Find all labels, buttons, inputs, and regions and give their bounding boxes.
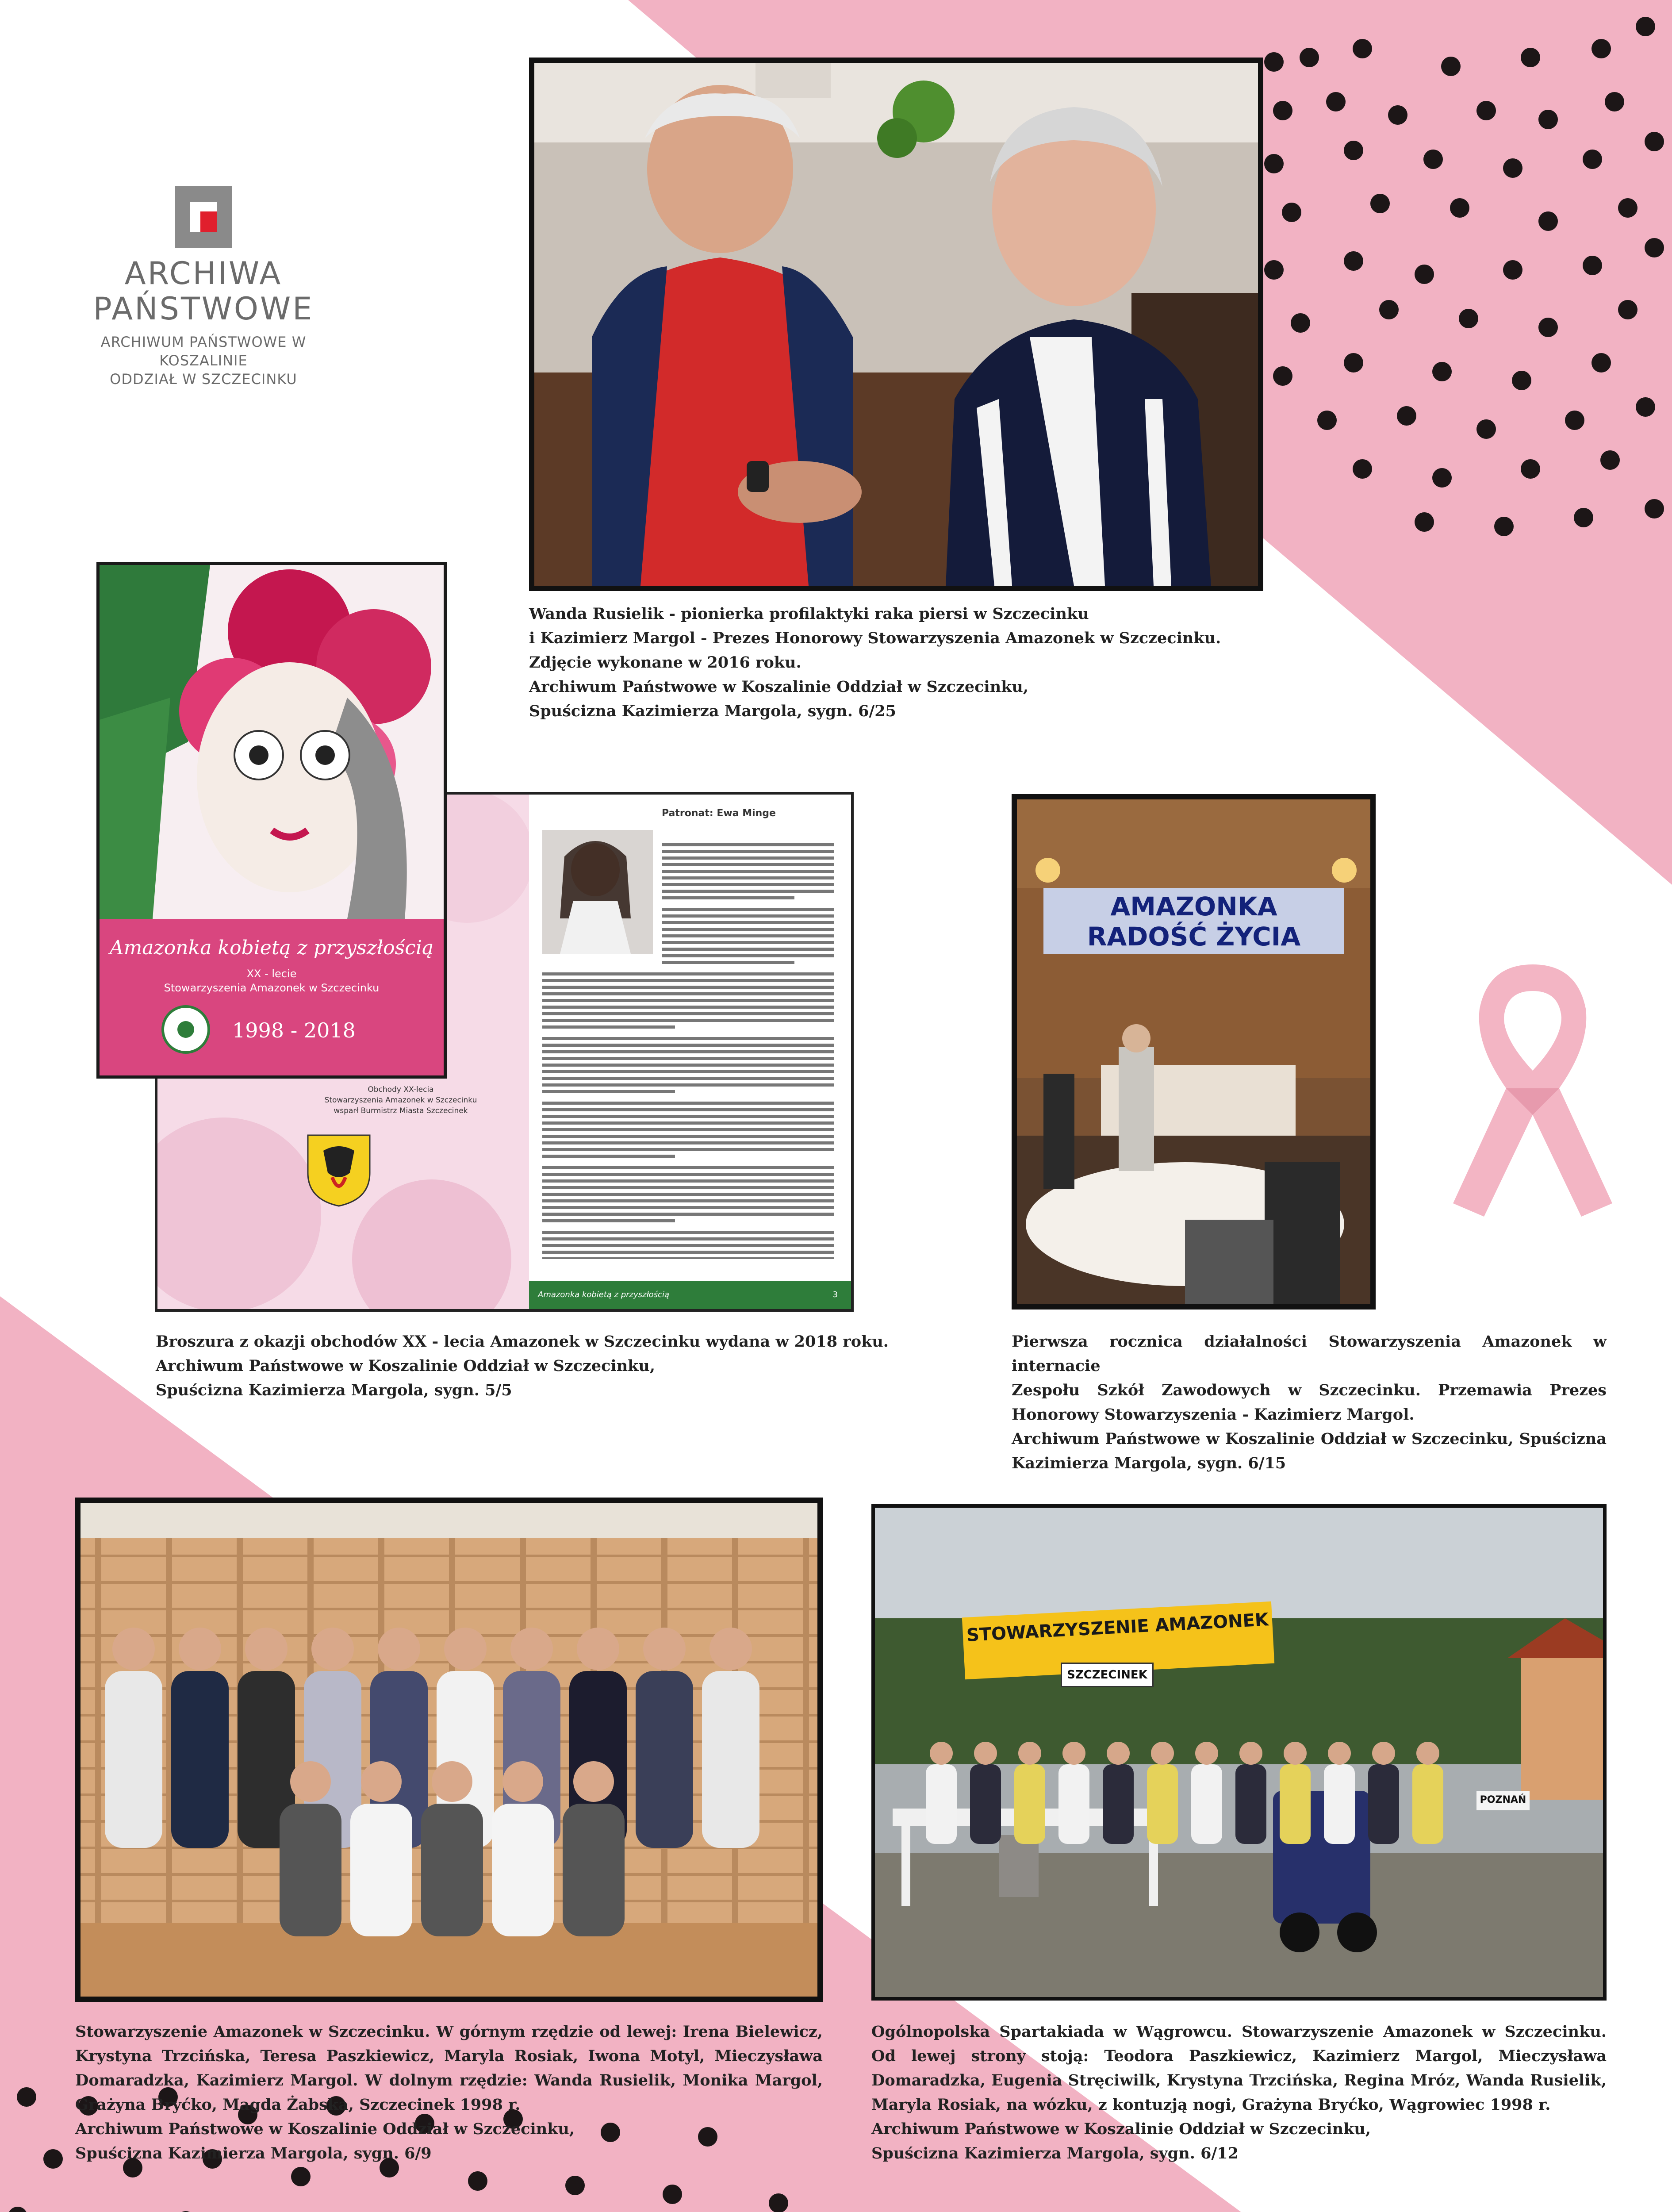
photo-banner-szczecinek (1061, 1663, 1154, 1687)
text-line-placeholder (662, 890, 834, 893)
polka-dot (1441, 57, 1461, 76)
text-line-placeholder (542, 1012, 834, 1015)
polka-dot (1264, 154, 1284, 173)
polka-dot (1636, 17, 1655, 36)
text-line-placeholder (662, 914, 834, 918)
polka-dot (291, 2167, 311, 2186)
banner-line-1: AMAZONKA (1110, 891, 1277, 922)
brochure-cover-illustration (100, 565, 444, 919)
polka-dot (1605, 92, 1624, 111)
text-line-placeholder (542, 1155, 675, 1158)
polka-dot (1459, 309, 1478, 328)
caption-spartakiada-wagrowiec (871, 2020, 1607, 2166)
brochure-right-footer-text: Amazonka kobietą z przyszłością (538, 1290, 670, 1299)
caption-line: Stowarzyszenie Amazonek w Szczecinku. W górnym rzędzie od lewej: Irena Bielewicz, (75, 2023, 823, 2041)
szczecinek-coat-of-arms-icon (306, 1133, 372, 1210)
polka-dot (1521, 459, 1540, 479)
caption-line: Domaradzka, Kazimierz Margol. W dolnym rzędzie: Wanda Rusielik, Monika Margol, (75, 2071, 823, 2089)
person-head (643, 1628, 686, 1670)
caption-line: Archiwum Państwowe w Koszalinie Oddział w Szczecinku, (75, 2120, 575, 2138)
caption-line: Grażyna Bryćko, Magda Żabska, Szczecinek 1998 r. (75, 2096, 521, 2114)
person-head (930, 1742, 953, 1765)
caption-line: Spuścizna Kazimierza Margola, sygn. 5/5 (156, 1381, 512, 1399)
person (926, 1764, 957, 1844)
caption-line: Broszura z okazji obchodów XX - lecia Amazonek w Szczecinku wydana w 2018 roku. (156, 1333, 889, 1351)
person-head (1328, 1742, 1351, 1765)
text-line-placeholder (662, 876, 834, 879)
archive-logo-icon (175, 186, 232, 248)
person-head (573, 1761, 614, 1802)
person-head (1018, 1742, 1041, 1765)
person-head (1416, 1742, 1439, 1765)
person-head (1151, 1742, 1174, 1765)
text-line-placeholder (662, 843, 834, 846)
person (1014, 1764, 1045, 1844)
person-front-row (350, 1804, 412, 1936)
polka-dot (1476, 419, 1496, 439)
polka-dot (1273, 366, 1292, 386)
logo-line-department: ODDZIAŁ W SZCZECINKU (110, 371, 297, 388)
text-line-placeholder (542, 1237, 834, 1240)
polka-dot (1432, 468, 1452, 488)
text-line-placeholder (662, 863, 834, 866)
person-head (444, 1628, 487, 1670)
polka-dot (1432, 362, 1452, 381)
polka-dot (1388, 105, 1407, 125)
polka-dot (1415, 512, 1434, 532)
text-line-placeholder (542, 1179, 834, 1183)
photo-banner-amazonka (1043, 888, 1344, 954)
person-head (245, 1628, 288, 1670)
text-line-placeholder (662, 896, 794, 899)
person-front-row (563, 1804, 625, 1936)
polka-dot (1583, 150, 1602, 169)
text-line-placeholder (662, 908, 834, 911)
text-line-placeholder (542, 1128, 834, 1131)
text-line-placeholder (662, 934, 834, 937)
caption-line: Krystyna Trzcińska, Teresa Paszkiewicz, Maryla Rosiak, Iwona Motyl, Mieczysława (75, 2047, 823, 2065)
caption-line: Archiwum Państwowe w Koszalinie Oddział w Szczecinku, (529, 678, 1029, 696)
caption-line: Wanda Rusielik - pionierka profilaktyki raka piersi w Szczecinku (529, 605, 1089, 623)
polka-dot (1503, 158, 1522, 178)
person (1147, 1764, 1178, 1844)
text-line-placeholder (542, 1173, 834, 1176)
person-back-row (105, 1671, 162, 1848)
text-line-placeholder (542, 1121, 834, 1125)
text-line-placeholder (542, 1199, 834, 1202)
text-line-placeholder (542, 1244, 834, 1247)
person (1103, 1764, 1134, 1844)
person-head (1372, 1742, 1395, 1765)
text-line-placeholder (542, 1186, 834, 1189)
text-line-placeholder (542, 986, 834, 989)
person (1280, 1764, 1311, 1844)
brochure-cover-band (100, 919, 444, 1075)
caption-line: Maryla Rosiak, na wózku, z kontuzją nogi, Grażyna Bryćko, Wągrowiec 1998 r. (871, 2096, 1551, 2114)
text-line-placeholder (542, 1006, 834, 1009)
brochure-cover-years: 1998 - 2018 (232, 1018, 356, 1042)
caption-line: Pierwsza rocznica działalności Stowarzyszenia Amazonek w internacie (1012, 1333, 1607, 1375)
person (1324, 1764, 1355, 1844)
caption-line: Archiwum Państwowe w Koszalinie Oddział w Szczecinku, Spuścizna (1012, 1430, 1607, 1448)
photo-group-szczecinek-1998 (75, 1498, 823, 2002)
person-head (378, 1628, 420, 1670)
polka-dot (1353, 39, 1372, 58)
text-line-placeholder (662, 921, 834, 924)
person-head (502, 1761, 543, 1802)
brochure-left-line: Stowarzyszenia Amazonek w Szczecinku (324, 1096, 477, 1105)
text-line-placeholder (542, 1077, 834, 1080)
polka-dot (1370, 194, 1390, 213)
polka-dot (1264, 260, 1284, 280)
text-line-placeholder (542, 999, 834, 1002)
text-line-placeholder (542, 1166, 834, 1169)
person-head (361, 1761, 402, 1802)
person-back-row (702, 1671, 759, 1848)
polka-dot (1264, 52, 1284, 72)
archive-logo (80, 186, 327, 388)
polka-dot (1538, 110, 1558, 129)
person-head (1239, 1742, 1262, 1765)
polka-dot (1645, 132, 1664, 151)
person-head (179, 1628, 221, 1670)
brochure-left-page-text (290, 1084, 511, 1116)
person-back-row (636, 1671, 693, 1848)
caption-first-anniversary (1012, 1329, 1607, 1475)
text-line-placeholder (662, 883, 834, 886)
person-head (432, 1761, 472, 1802)
person (1368, 1764, 1399, 1844)
text-line-placeholder (542, 1090, 675, 1093)
polka-dot (1538, 318, 1558, 337)
brochure-right-footer-bar (529, 1281, 851, 1309)
text-line-placeholder (662, 856, 834, 860)
brochure-page-number: 3 (832, 1290, 838, 1299)
banner-szczecinek-text: SZCZECINEK (1067, 1668, 1147, 1682)
pink-ribbon-icon (1444, 956, 1621, 1236)
polka-dot (1282, 203, 1301, 222)
polka-dot (1591, 353, 1611, 373)
polka-dot (1645, 238, 1664, 257)
polka-dot (1379, 300, 1399, 319)
person (1235, 1764, 1266, 1844)
polka-dot (1397, 406, 1416, 426)
text-line-placeholder (542, 1108, 834, 1111)
text-line-placeholder (542, 1102, 834, 1105)
person-back-row (171, 1671, 229, 1848)
polka-dot (1565, 411, 1584, 430)
brochure-left-line: wsparł Burmistrz Miasta Szczecinek (334, 1106, 468, 1115)
polka-dot (769, 2193, 788, 2212)
text-line-placeholder (542, 1070, 834, 1073)
caption-group-szczecinek-1998 (75, 2020, 823, 2166)
polka-dot (1423, 150, 1443, 169)
polka-dot (1344, 353, 1363, 373)
polka-dot (1300, 48, 1319, 67)
polka-dot (1344, 141, 1363, 160)
person (1058, 1764, 1089, 1844)
text-line-placeholder (542, 1213, 834, 1216)
person-head (1107, 1742, 1130, 1765)
text-line-placeholder (542, 1193, 834, 1196)
person-head (1195, 1742, 1218, 1765)
polka-dot (1512, 371, 1531, 390)
polka-dot (1291, 313, 1310, 333)
polka-dot (1591, 39, 1611, 58)
polka-dot (1636, 397, 1655, 417)
polka-dot (1494, 517, 1514, 536)
person-front-row (492, 1804, 554, 1936)
photo-first-anniversary (1012, 794, 1376, 1310)
text-line-placeholder (542, 1219, 675, 1222)
caption-line: Kazimierza Margola, sygn. 6/15 (1012, 1454, 1286, 1472)
text-line-placeholder (542, 1037, 834, 1040)
text-line-placeholder (542, 1019, 834, 1022)
brochure-right-text-block (542, 839, 839, 1259)
caption-brochure (156, 1329, 952, 1402)
text-line-placeholder (542, 1083, 834, 1087)
polka-dot (1353, 459, 1372, 479)
polka-dot (1618, 300, 1637, 319)
text-line-placeholder (542, 1057, 834, 1060)
person-head (577, 1628, 619, 1670)
caption-line: Spuścizna Kazimierza Margola, sygn. 6/9 (75, 2144, 432, 2162)
caption-line: Od lewej strony stoją: Teodora Paszkiewicz, Kazimierz Margol, Mieczysława (871, 2047, 1607, 2065)
photo-sign-poznan (1476, 1791, 1530, 1810)
text-line-placeholder (662, 941, 834, 944)
caption-line: Spuścizna Kazimierza Margola, sygn. 6/12 (871, 2144, 1239, 2162)
caption-line: i Kazimierz Margol - Prezes Honorowy Stowarzyszenia Amazonek w Szczecinku. (529, 629, 1221, 647)
text-line-placeholder (542, 1025, 675, 1029)
polka-dot (1476, 101, 1496, 120)
polka-dot (1618, 198, 1637, 218)
person (970, 1764, 1001, 1844)
caption-line: Zdjęcie wykonane w 2016 roku. (529, 653, 801, 672)
polka-dot (1450, 198, 1469, 218)
brochure-cover (96, 562, 447, 1079)
brochure-right-page (529, 795, 851, 1309)
person-head (709, 1628, 752, 1670)
person-front-row (280, 1804, 341, 1936)
text-line-placeholder (542, 1251, 834, 1254)
polka-dot (1538, 211, 1558, 231)
caption-line: Domaradzka, Eugenia Stręciwilk, Krystyna Trzcińska, Regina Mróz, Wanda Rusielik, (871, 2071, 1607, 2089)
text-line-placeholder (542, 1044, 834, 1047)
person-front-row (421, 1804, 483, 1936)
photo-rusielik-margol (529, 58, 1263, 591)
banner-line-2: RADOŚĆ ŻYCIA (1087, 922, 1301, 952)
polka-dot (468, 2171, 487, 2191)
text-line-placeholder (542, 1141, 834, 1144)
text-line-placeholder (542, 1148, 834, 1151)
text-line-placeholder (542, 1064, 834, 1067)
caption-line: Honorowy Stowarzyszenia - Kazimierz Margol. (1012, 1406, 1415, 1424)
caption-line: Ogólnopolska Spartakiada w Wągrowcu. Stowarzyszenie Amazonek w Szczecinku. (871, 2023, 1607, 2041)
polka-dot (1273, 101, 1292, 120)
text-line-placeholder (542, 1135, 834, 1138)
polka-dot (565, 2176, 585, 2195)
polka-dot (43, 2149, 63, 2169)
polka-dot (1645, 499, 1664, 518)
polka-dot (1326, 92, 1346, 111)
polka-dot (663, 2185, 682, 2204)
brochure-right-heading: Patronat: Ewa Minge (662, 808, 776, 819)
brochure-left-line: Obchody XX-lecia (368, 1085, 434, 1094)
text-line-placeholder (662, 948, 834, 951)
text-line-placeholder (662, 961, 794, 964)
caption-line: Spuścizna Kazimierza Margola, sygn. 6/25 (529, 702, 896, 720)
text-line-placeholder (542, 1206, 834, 1209)
brochure-cover-title: Amazonka kobietą z przyszłością (109, 937, 434, 959)
person (1191, 1764, 1222, 1844)
text-line-placeholder (542, 979, 834, 982)
person-head (1062, 1742, 1085, 1765)
logo-line-branch: ARCHIWUM PAŃSTWOWE W KOSZALINIE (100, 334, 307, 369)
text-line-placeholder (542, 972, 834, 975)
brochure-cover-subtitle-2: Stowarzyszenia Amazonek w Szczecinku (164, 982, 380, 994)
polka-dot (1503, 260, 1522, 280)
person (1412, 1764, 1443, 1844)
polka-dot (1415, 265, 1434, 284)
polka-dot (1574, 508, 1593, 527)
person-head (510, 1628, 553, 1670)
caption-photo-rusielik-margol (529, 602, 1325, 723)
polka-dot (1521, 48, 1540, 67)
person-head (974, 1742, 997, 1765)
person-head (311, 1628, 354, 1670)
text-line-placeholder (542, 1050, 834, 1053)
caption-line: Archiwum Państwowe w Koszalinie Oddział w Szczecinku, (156, 1357, 656, 1375)
polka-dot (17, 2087, 36, 2107)
association-emblem-icon (161, 1005, 210, 1054)
caption-line: Archiwum Państwowe w Koszalinie Oddział w Szczecinku, (871, 2120, 1371, 2138)
polka-dot (1600, 450, 1620, 470)
text-line-placeholder (662, 870, 834, 873)
person-head (290, 1761, 331, 1802)
text-line-placeholder (662, 954, 834, 957)
caption-line: Zespołu Szkół Zawodowych w Szczecinku. Przemawia Prezes (1012, 1381, 1607, 1399)
polka-dot (1317, 411, 1337, 430)
polka-dot (1344, 251, 1363, 271)
polka-dot (1583, 256, 1602, 275)
text-line-placeholder (542, 1231, 834, 1234)
photo-spartakiada-wagrowiec (871, 1504, 1607, 2001)
text-line-placeholder (662, 850, 834, 853)
person-head (112, 1628, 155, 1670)
text-line-placeholder (662, 928, 834, 931)
banner-stowarzyszenie-line-1: STOWARZYSZENIE AMAZONEK (966, 1609, 1269, 1646)
brochure-cover-subtitle-1: XX - lecie (246, 968, 297, 980)
text-line-placeholder (542, 1115, 834, 1118)
text-line-placeholder (542, 992, 834, 995)
text-line-placeholder (542, 1257, 834, 1259)
sign-poznan-text: POZNAŃ (1480, 1794, 1526, 1805)
logo-line-archiwa: ARCHIWA (124, 255, 283, 292)
logo-line-panstwowe: PAŃSTWOWE (93, 291, 314, 327)
person-head (1284, 1742, 1307, 1765)
